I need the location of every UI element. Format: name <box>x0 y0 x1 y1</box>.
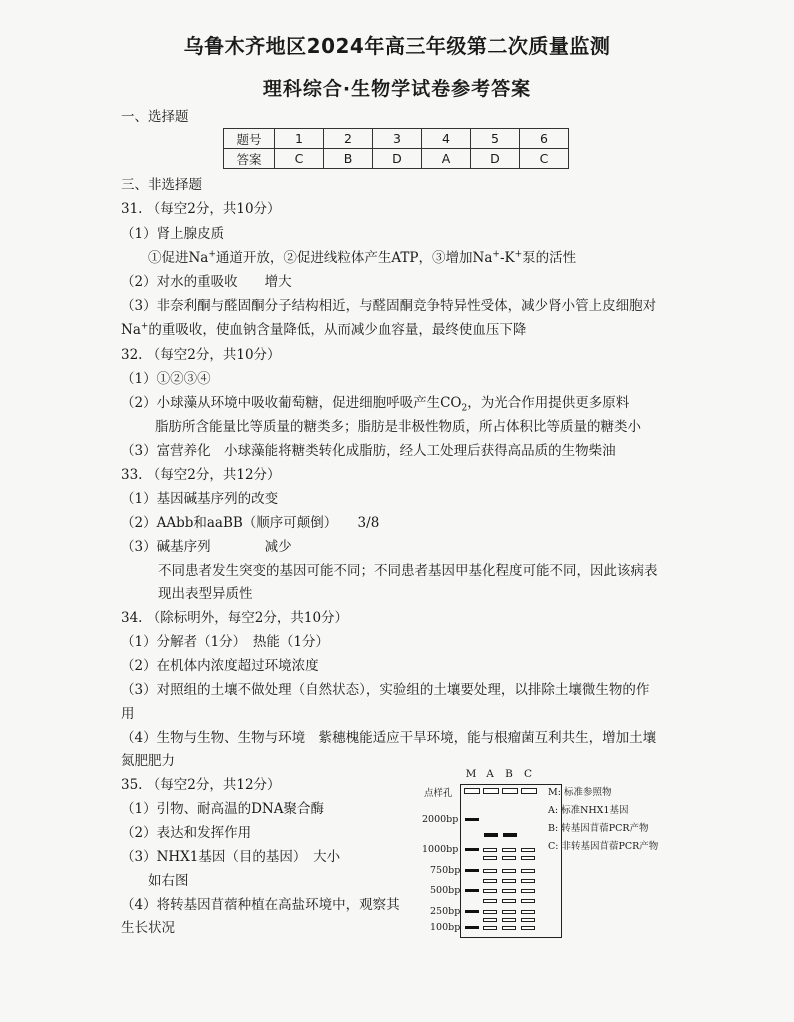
gel-band <box>465 910 479 913</box>
table-cell: C <box>275 149 324 169</box>
q31-answer-2: （2）对水的重吸收 增大 <box>121 274 292 290</box>
gel-band-outline <box>483 910 497 914</box>
sample-well <box>483 788 499 794</box>
q32-answer-2-line2: 脂肪所含能量比等质量的糖类多；脂肪是非极性物质，所占体积比等质量的糖类小 <box>155 419 641 435</box>
marker-label: 2000bp <box>422 814 459 825</box>
table-cell: C <box>520 149 569 169</box>
q31-answer-3-line2 <box>121 321 526 339</box>
superscript: + <box>208 249 216 260</box>
gel-band-outline <box>483 869 497 873</box>
q33-answer-2: （2）AAbb和aaBB（顺序可颠倒） 3/8 <box>121 515 380 531</box>
q33-answer-3-line2: 不同患者发生突变的基因可能不同；不同患者基因甲基化程度可能不同，因此该病表 <box>158 563 658 579</box>
q33-answer-3-line3: 现出表型异质性 <box>158 586 253 602</box>
q34-heading: 34. （除标明外，每空2分，共10分） <box>121 610 349 626</box>
q32-heading: 32. （每空2分，共10分） <box>121 347 281 363</box>
text-run: Na <box>121 322 141 338</box>
gel-band-outline <box>502 856 516 860</box>
gel-frame <box>460 784 562 938</box>
well-label: 点样孔 <box>424 788 453 799</box>
q33-answer-1: （1）基因碱基序列的改变 <box>121 491 279 507</box>
q35-answer-3: （3）NHX1基因（目的基因） 大小 <box>121 849 341 865</box>
q35-answer-4-line2: 生长状况 <box>121 920 175 936</box>
gel-band <box>465 848 479 851</box>
gel-band-outline <box>521 889 535 893</box>
gel-band-outline <box>521 856 535 860</box>
q34-answer-4-line2: 氮肥肥力 <box>121 753 175 769</box>
gel-band-outline <box>502 848 516 852</box>
gel-band-outline <box>502 869 516 873</box>
marker-label: 100bp <box>430 922 461 933</box>
gel-band-outline <box>483 926 497 930</box>
gel-band-outline <box>502 899 516 903</box>
table-cell: 2 <box>324 129 373 149</box>
table-cell: A <box>422 149 471 169</box>
q31-answer-1: （1）肾上腺皮质 <box>121 226 225 242</box>
text-run: ，为光合作用提供更多原料 <box>467 395 630 411</box>
text-run: 泵的活性 <box>522 250 577 266</box>
q35-answer-3-line2: 如右图 <box>148 873 189 889</box>
text-run: -K <box>499 250 515 266</box>
gel-band <box>484 833 498 837</box>
gel-band-outline <box>521 869 535 873</box>
table-row <box>224 149 569 169</box>
q34-answer-2: （2）在机体内浓度超过环境浓度 <box>121 658 319 674</box>
q31-answer-1b <box>148 249 576 267</box>
gel-band-outline <box>483 879 497 883</box>
text-run: ①促进Na <box>148 250 209 266</box>
gel-band-outline <box>521 918 535 922</box>
gel-band-outline <box>483 899 497 903</box>
gel-band-outline <box>502 879 516 883</box>
table-cell: 4 <box>422 129 471 149</box>
legend-item: C: 非转基因苜蓿PCR产物 <box>548 841 659 852</box>
legend-item: A: 标准NHX1基因 <box>548 805 629 816</box>
gel-band <box>503 833 517 837</box>
table-header-cell: 答案 <box>224 149 275 169</box>
gel-band-outline <box>502 910 516 914</box>
table-cell: 3 <box>373 129 422 149</box>
q32-answer-1: （1）①②③④ <box>121 371 211 387</box>
gel-band-outline <box>483 848 497 852</box>
gel-band-outline <box>502 889 516 893</box>
table-cell: B <box>324 149 373 169</box>
table-cell: D <box>471 149 520 169</box>
gel-band <box>465 818 479 821</box>
marker-label: 1000bp <box>422 844 459 855</box>
table-cell: 6 <box>520 129 569 149</box>
gel-band-outline <box>521 910 535 914</box>
q35-answer-2: （2）表达和发挥作用 <box>121 825 252 841</box>
gel-band-outline <box>483 889 497 893</box>
gel-band-outline <box>521 926 535 930</box>
text-run: 的重吸收，使血钠含量降低，从而减少血容量，最终使血压下降 <box>148 322 527 338</box>
sample-well <box>502 788 518 794</box>
subscript: 2 <box>461 403 468 414</box>
gel-band <box>465 926 479 929</box>
q32-answer-2-line1 <box>121 394 629 412</box>
gel-band-outline <box>521 879 535 883</box>
section-heading-nonchoice: 三、非选择题 <box>121 177 202 193</box>
text-run: （2）小球藻从环境中吸收葡萄糖，促进细胞呼吸产生CO <box>121 395 462 411</box>
gel-band <box>465 869 479 872</box>
marker-label: 500bp <box>430 885 461 896</box>
q31-answer-3-line1: （3）非奈利酮与醛固酮分子结构相近，与醛固酮竞争特异性受体，减少肾小管上皮细胞对 <box>121 298 657 314</box>
lane-label-a: A <box>486 768 494 780</box>
gel-band-outline <box>521 899 535 903</box>
lane-label-m: M <box>465 768 477 780</box>
table-header-cell: 题号 <box>224 129 275 149</box>
table-row <box>224 129 569 149</box>
q34-answer-1: （1）分解者（1分） 热能（1分） <box>121 634 330 650</box>
gel-band-outline <box>502 926 516 930</box>
sample-well <box>521 788 537 794</box>
lane-label-c: C <box>523 768 533 780</box>
q31-heading: 31. （每空2分，共10分） <box>121 201 281 217</box>
q35-answer-1: （1）引物、耐高温的DNA聚合酶 <box>121 801 324 817</box>
q34-answer-4-line1: （4）生物与生物、生物与环境 紫穗槐能适应干旱环境，能与根瘤菌互利共生，增加土壤 <box>121 730 657 746</box>
sample-well <box>464 788 480 794</box>
q34-answer-3-line2: 用 <box>121 706 135 722</box>
page-title: 乌鲁木齐地区2024年高三年级第二次质量监测 <box>183 34 611 58</box>
gel-band-outline <box>521 848 535 852</box>
legend-item: B: 转基因苜蓿PCR产物 <box>548 823 649 834</box>
gel-electrophoresis-figure <box>420 768 680 938</box>
gel-band <box>465 889 479 892</box>
q35-heading: 35. （每空2分，共12分） <box>121 777 281 793</box>
q34-answer-3-line1: （3）对照组的土壤不做处理（自然状态），实验组的土壤要处理，以排除土壤微生物的作 <box>121 682 650 698</box>
text-run: 通道开放，②促进线粒体产生ATP，③增加Na <box>215 250 493 266</box>
table-cell: 5 <box>471 129 520 149</box>
lane-label-b: B <box>505 768 513 780</box>
superscript: + <box>140 321 149 332</box>
table-cell: D <box>373 149 422 169</box>
legend-item: M: 标准参照物 <box>548 787 612 798</box>
superscript: + <box>514 249 523 260</box>
superscript: + <box>492 249 500 260</box>
q33-heading: 33. （每空2分，共12分） <box>121 467 281 483</box>
gel-band-outline <box>502 918 516 922</box>
gel-band-outline <box>483 918 497 922</box>
section-heading-choice: 一、选择题 <box>121 109 189 125</box>
answer-table <box>223 128 569 169</box>
marker-label: 250bp <box>430 906 461 917</box>
q33-answer-3: （3）碱基序列 减少 <box>121 539 292 555</box>
page-subtitle: 理科综合·生物学试卷参考答案 <box>262 78 532 100</box>
table-cell: 1 <box>275 129 324 149</box>
q32-answer-3: （3）富营养化 小球藻能将糖类转化成脂肪，经人工处理后获得高品质的生物柴油 <box>121 443 616 459</box>
gel-band-outline <box>483 856 497 860</box>
marker-label: 750bp <box>430 865 461 876</box>
q35-answer-4-line1: （4）将转基因苜蓿种植在高盐环境中，观察其 <box>121 897 400 913</box>
